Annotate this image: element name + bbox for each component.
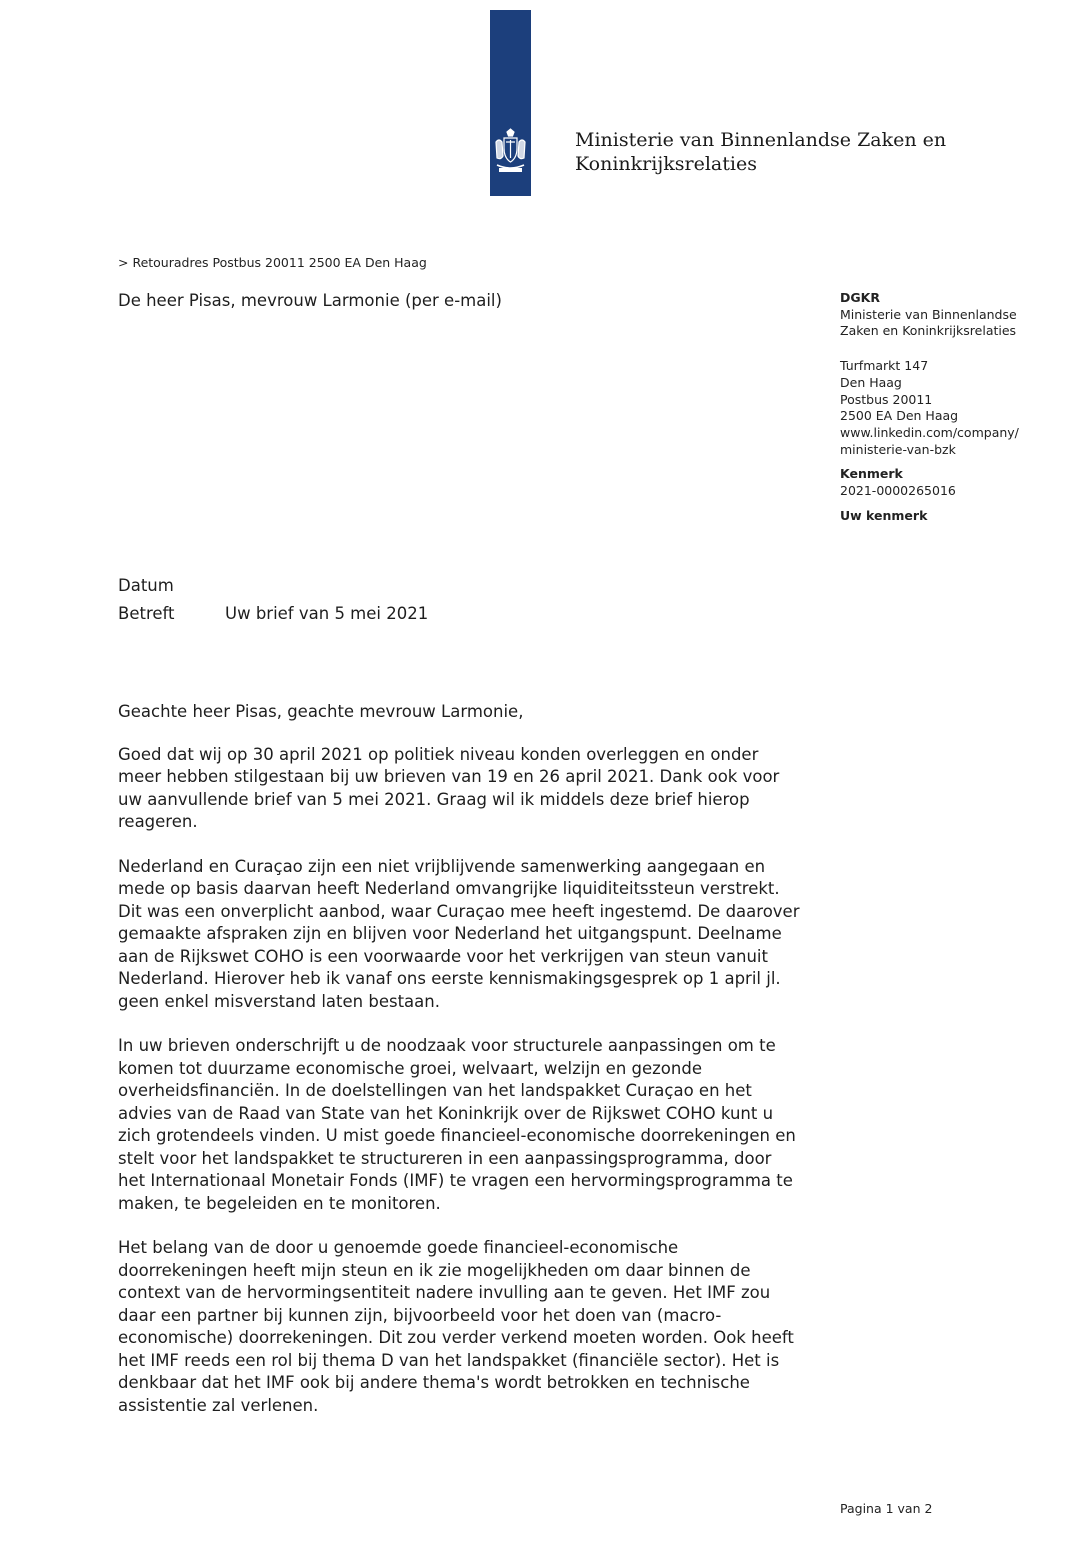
org-name-line1: Ministerie van Binnenlandse — [840, 306, 1017, 322]
uw-kenmerk-label: Uw kenmerk — [840, 507, 928, 523]
paragraph: In uw brieven onderschrijft u de noodzaak voor structurele aanpassingen om te komen tot duurzame economische groei, welvaart, welzijn en gezonde overheidsfinanciën. In de doelstellingen van het landspakket Curaçao en het advies van de Raad van State van het Koninkrijk over de Rijkswet COHO kunt u zich grotendeels vinden. U mist goede financieel-economische doorrekeningen en stelt voor het landspakket te structureren in een aanpassingsprogramma, door het Internationaal Monetair Fonds (IMF) te vragen een hervormingsprogramma te maken, te begeleiden en te monitoren. — [118, 1036, 796, 1213]
paragraph: Nederland en Curaçao zijn een niet vrijblijvende samenwerking aangegaan en mede op basis daarvan heeft Nederland omvangrijke liquiditeitssteun verstrekt. Dit was een onverplicht aanbod, waar Curaçao mee heeft ingestemd. De daarover gemaakte afspraken zijn en blijven voor Nederland het uitgangspunt. Deelname aan de Rijkswet COHO is een voorwaarde voor het verkrijgen van steun vanuit Nederland. Hierover heb ik vanaf ons eerste kennismakingsgesprek op 1 april jl. geen enkel misverstand laten bestaan. — [118, 856, 800, 1011]
rijkswapen-emblem-icon — [493, 128, 528, 190]
betreft-label: Betreft — [118, 604, 175, 623]
ministry-name-line2: Koninkrijksrelaties — [575, 153, 757, 175]
government-logo-bar — [490, 10, 531, 196]
letter-meta — [118, 572, 428, 628]
paragraph: Goed dat wij op 30 april 2021 op politiek niveau konden overleggen en onder meer hebben stilgestaan bij uw brieven van 19 en 26 april 2021. Dank ook voor uw aanvullende brief van 5 mei 2021. Graag wil ik middels deze brief hierop reageren. — [118, 744, 780, 831]
betreft-value: Uw brief van 5 mei 2021 — [225, 604, 429, 623]
address-line: 2500 EA Den Haag — [840, 408, 959, 424]
addressee: De heer Pisas, mevrouw Larmonie (per e-mail) — [118, 291, 502, 310]
address-line: Postbus 20011 — [840, 391, 933, 407]
address-line: Turfmarkt 147 — [840, 358, 929, 374]
website-link-line1[interactable]: www.linkedin.com/company/ — [840, 424, 1019, 440]
kenmerk-value: 2021-0000265016 — [840, 483, 956, 499]
letter-body — [118, 701, 818, 1439]
page-number: Pagina 1 van 2 — [840, 1501, 933, 1516]
salutation: Geachte heer Pisas, geachte mevrouw Larmonie, — [118, 702, 524, 721]
datum-label: Datum — [118, 576, 174, 595]
org-name-line2: Zaken en Koninkrijksrelaties — [840, 323, 1017, 339]
address-line: Den Haag — [840, 374, 902, 390]
paragraph: Het belang van de door u genoemde goede financieel-economische doorrekeningen heeft mijn steun en ik zie mogelijkheden om daar binnen de context van de hervormingsentiteit nadere invulling aan te geven. Het IMF zou daar een partner bij kunnen zijn, bijvoorbeeld voor het doen van (macro- economische) doorrekeningen. Dit zou verder verkend moeten worden. Ook heeft het IMF reeds een rol bij thema D van het landspakket (financiële sector). Het is denkbaar dat het IMF ook bij andere thema's wordt betrokken en technische assistentie zal verlenen. — [118, 1238, 794, 1415]
ministry-name-line1: Ministerie van Binnenlandse Zaken en — [575, 129, 947, 151]
return-address: > Retouradres Postbus 20011 2500 EA Den Haag — [118, 255, 427, 270]
website-link-line2[interactable]: ministerie-van-bzk — [840, 441, 956, 457]
ministry-name — [575, 128, 955, 176]
sender-sidebar — [840, 290, 1060, 524]
department-label: DGKR — [840, 290, 880, 305]
kenmerk-label: Kenmerk — [840, 466, 903, 482]
